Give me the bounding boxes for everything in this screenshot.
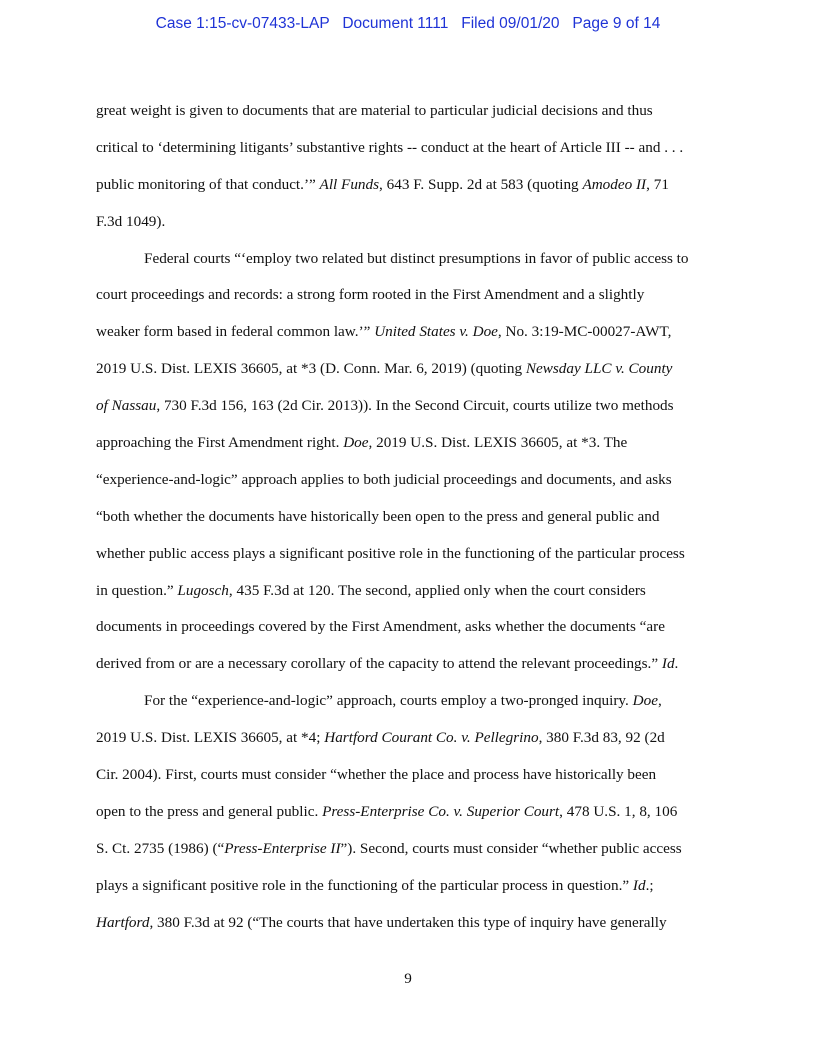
body-text-line	[96, 609, 720, 646]
body-text-line	[96, 130, 720, 167]
text-run: ”). Second, courts must consider “whether public access	[340, 839, 682, 857]
text-run: For the “experience-and-logic” approach, courts employ a two-pronged inquiry.	[144, 692, 633, 710]
citation-italic: Doe	[343, 434, 369, 452]
text-run: weaker form based in federal common law.’”	[96, 323, 375, 341]
body-text-line	[96, 536, 720, 573]
text-run: court proceedings and records: a strong form rooted in the First Amendment and a slightly	[96, 286, 645, 304]
text-run: F.3d 1049).	[96, 212, 166, 230]
text-run: approaching the First Amendment right.	[96, 434, 344, 452]
citation-italic: Lugosch	[177, 581, 229, 599]
body-text-line	[96, 646, 720, 683]
body-text-line	[96, 868, 720, 905]
body-text-line	[96, 167, 720, 204]
text-run: , 435 F.3d at 120. The second, applied only when the court considers	[228, 581, 646, 599]
body-text-line	[96, 720, 720, 757]
text-run: “experience-and-logic” approach applies to both judicial proceedings and documents, and asks	[96, 470, 672, 488]
body-text-line	[96, 499, 720, 536]
body-text-line	[96, 241, 720, 278]
text-run: great weight is given to documents that are material to particular judicial decisions and thus	[96, 102, 653, 119]
text-run: , 643 F. Supp. 2d at 583 (quoting	[379, 175, 583, 193]
text-run: open to the press and general public.	[96, 802, 323, 820]
page-number: 9	[404, 970, 412, 987]
text-run: documents in proceedings covered by the First Amendment, asks whether the documents “are	[96, 618, 665, 636]
text-run: , 730 F.3d 156, 163 (2d Cir. 2013)). In the Second Circuit, courts utilize two methods	[156, 397, 674, 415]
text-run: .;	[645, 876, 654, 894]
body-text-line	[96, 905, 720, 942]
text-run: , 2019 U.S. Dist. LEXIS 36605, at *3. The	[368, 434, 628, 452]
citation-italic: Id	[632, 876, 646, 894]
ecf-header-stamp: Case 1:15-cv-07433-LAP Document 1111 Filed 09/01/20 Page 9 of 14	[155, 15, 661, 32]
text-run: public monitoring of that conduct.’”	[96, 175, 320, 193]
citation-italic: All Funds	[319, 175, 380, 193]
citation-italic: Doe	[632, 692, 658, 710]
text-run: 2019 U.S. Dist. LEXIS 36605, at *4;	[96, 729, 325, 747]
text-run: whether public access plays a significant positive role in the functioning of the particular process	[96, 544, 685, 562]
text-run: in question.”	[96, 581, 178, 599]
text-run: critical to ‘determining litigants’ substantive rights -- conduct at the heart of Article III -- and . . .	[96, 138, 684, 156]
citation-italic: Press-Enterprise Co. v. Superior Court	[322, 802, 560, 820]
body-text-line	[96, 388, 720, 425]
body-text-line	[96, 683, 720, 720]
citation-italic: Hartford Courant Co. v. Pellegrino	[324, 729, 539, 747]
text-run: S. Ct. 2735 (1986) (“	[96, 839, 225, 857]
text-run: derived from or are a necessary corollary of the capacity to attend the relevant proceedings.”	[96, 655, 662, 673]
body-text-line	[96, 93, 720, 130]
body-text-line	[96, 794, 720, 831]
text-run: Cir. 2004). First, courts must consider “whether the place and process have historically been	[96, 766, 657, 784]
body-text-line	[96, 314, 720, 351]
text-run: .	[674, 655, 679, 673]
text-run: plays a significant positive role in the functioning of the particular process in question.”	[96, 876, 633, 894]
citation-italic: Newsday LLC v. County	[525, 360, 673, 378]
body-text-line	[96, 573, 720, 610]
body-text-line	[96, 831, 720, 868]
text-run: “both whether the documents have historically been open to the press and general public and	[96, 507, 660, 525]
body-text-line	[96, 277, 720, 314]
text-run: , 380 F.3d 83, 92 (2d	[538, 729, 665, 747]
text-run: , 478 U.S. 1, 8, 106	[559, 802, 678, 820]
body-text-line	[96, 757, 720, 794]
text-run: , 380 F.3d at 92 (“The courts that have undertaken this type of inquiry have generally	[149, 913, 667, 931]
body-text-line	[96, 204, 720, 241]
text-run: , 71	[646, 175, 669, 193]
body-text-line	[96, 425, 720, 462]
citation-italic: Press-Enterprise II	[224, 839, 341, 857]
document-body	[96, 93, 720, 941]
text-run: 2019 U.S. Dist. LEXIS 36605, at *3 (D. Conn. Mar. 6, 2019) (quoting	[96, 360, 526, 378]
citation-italic: Amodeo II	[582, 175, 647, 193]
body-text-line	[96, 351, 720, 388]
text-run: , No. 3:19-MC-00027-AWT,	[497, 323, 672, 341]
body-text-line	[96, 462, 720, 499]
citation-italic: Hartford	[96, 913, 150, 931]
citation-italic: Id	[661, 655, 675, 673]
citation-italic: of Nassau	[96, 397, 157, 415]
text-run: ,	[657, 692, 662, 710]
text-run: Federal courts “‘employ two related but distinct presumptions in favor of public access to	[144, 249, 689, 267]
citation-italic: United States v. Doe	[374, 323, 498, 341]
